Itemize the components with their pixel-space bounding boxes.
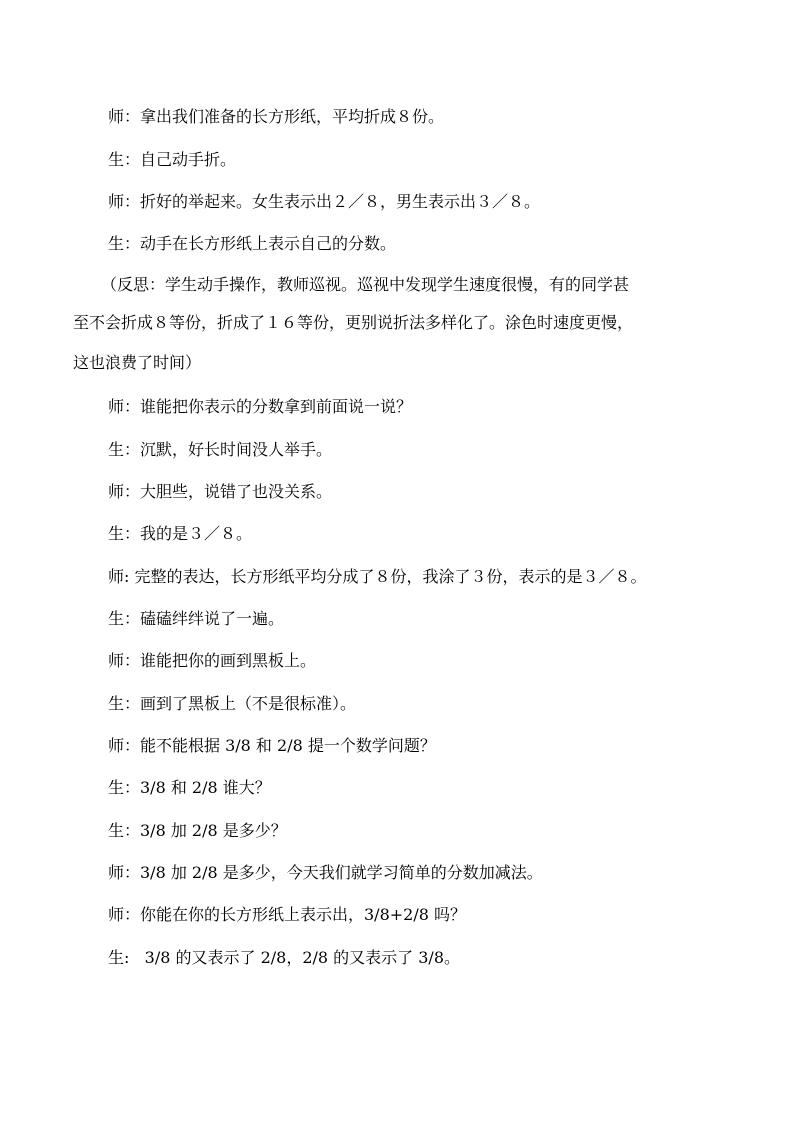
dialogue-line-2: 生：自己动手折。 [108, 150, 237, 169]
dialogue-line-7: 师：大胆些，说错了也没关系。 [108, 482, 333, 501]
dialogue-line-4: 生：动手在长方形纸上表示自己的分数。 [108, 234, 397, 253]
dialogue-line-8: 生：我的是３／８。 [108, 524, 253, 543]
dialogue-line-16: 师：3/8 加 2/8 是多少，今天我们就学习简单的分数加减法。 [108, 863, 543, 882]
dialogue-line-9: 师: 完整的表达，长方形纸平均分成了８份，我涂了３份，表示的是３／８。 [108, 567, 647, 586]
dialogue-line-13: 师：能不能根据 3/8 和 2/8 提一个数学问题？ [108, 736, 436, 755]
reflection-line-2: 至不会折成８等份，折成了１６等份，更别说折法多样化了。涂色时速度更慢， [73, 313, 634, 332]
dialogue-line-11: 师：谁能把你的画到黑板上。 [108, 651, 317, 670]
dialogue-line-18: 生: 3/8 的又表示了 2/8，2/8 的又表示了 3/8。 [108, 948, 460, 967]
dialogue-line-6: 生：沉默，好长时间没人举手。 [108, 440, 333, 459]
dialogue-line-12: 生：画到了黑板上（不是很标准）。 [108, 694, 357, 713]
reflection-paragraph [73, 275, 733, 385]
dialogue-line-3: 师：折好的举起来。女生表示出２／８，男生表示出３／８。 [108, 192, 541, 211]
dialogue-line-1: 师：拿出我们准备的长方形纸，平均折成８份。 [108, 107, 445, 126]
reflection-line-3: 这也浪费了时间） [73, 353, 202, 372]
dialogue-line-10: 生：磕磕绊绊说了一遍。 [108, 609, 285, 628]
dialogue-line-14: 生：3/8 和 2/8 谁大？ [108, 778, 271, 797]
reflection-line-1: （反思：学生动手操作，教师巡视。巡视中发现学生速度很慢，有的同学甚 [101, 275, 630, 294]
dialogue-line-5: 师：谁能把你表示的分数拿到前面说一说？ [108, 397, 413, 416]
dialogue-line-17: 师：你能在你的长方形纸上表示出，3/8+2/8 吗？ [108, 905, 466, 924]
dialogue-line-15: 生：3/8 加 2/8 是多少？ [108, 821, 287, 840]
